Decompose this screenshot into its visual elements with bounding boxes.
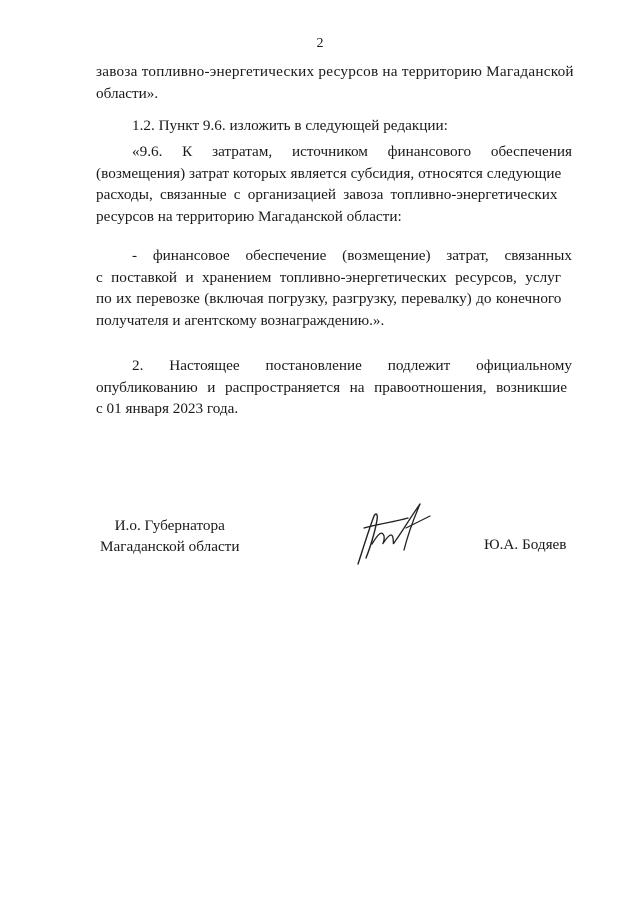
handwritten-signature xyxy=(348,498,438,570)
text-line: области». xyxy=(96,84,159,102)
paragraph-2 xyxy=(96,355,572,420)
signatory-name: Ю.А. Бодяев xyxy=(484,536,567,553)
text-line: (возмещения) затрат которых является субсидия, относятся следующие xyxy=(96,164,562,182)
text-line xyxy=(96,141,572,163)
text-line: с 01 января 2023 года. xyxy=(96,400,239,417)
text-line: по их перевозке (включая погрузку, разгрузку, перевалку) до конечного xyxy=(96,290,562,307)
word: - xyxy=(132,247,138,264)
text-line: завоза топливно-энергетических ресурсов на территорию Магаданской xyxy=(96,63,574,80)
word: финансовое xyxy=(152,247,230,264)
word: обеспечения xyxy=(490,143,572,160)
word: постановление xyxy=(265,357,362,374)
text-line: 1.2. Пункт 9.6. изложить в следующей редакции: xyxy=(132,117,448,134)
text-line xyxy=(96,355,572,377)
word: подлежит xyxy=(387,357,451,374)
paragraph-continuation xyxy=(96,61,572,104)
word: обеспечение xyxy=(245,247,327,264)
position-line: И.о. Губернатора xyxy=(114,517,225,534)
word: (возмещение) xyxy=(342,247,431,264)
word: затрат, xyxy=(446,247,489,264)
page-number: 2 xyxy=(316,36,324,51)
signatory-position xyxy=(100,515,239,557)
paragraph-1-2 xyxy=(96,115,572,137)
word: Настоящее xyxy=(169,357,240,374)
paragraph-list-item xyxy=(96,245,572,331)
text-line: получателя и агентскому вознаграждению.». xyxy=(96,311,385,329)
text-line: ресурсов на территорию Магаданской области: xyxy=(96,207,402,225)
text-line: с поставкой и хранением топливно-энергетических ресурсов, услуг xyxy=(96,268,561,286)
text-line xyxy=(96,245,572,267)
word: 2. xyxy=(132,357,144,374)
text-line: расходы, связанные с организацией завоза топливно-энергетических xyxy=(96,186,558,203)
word: затратам, xyxy=(212,143,273,160)
word: К xyxy=(182,143,193,160)
word: связанных xyxy=(504,247,572,264)
word: официальному xyxy=(476,357,572,374)
word: источником xyxy=(291,143,368,160)
word: «9.6. xyxy=(132,143,163,160)
word: финансового xyxy=(387,143,472,160)
paragraph-9-6 xyxy=(96,141,572,227)
text-line: опубликованию и распространяется на правоотношения, возникшие xyxy=(96,378,567,396)
position-line: Магаданской области xyxy=(100,538,240,555)
